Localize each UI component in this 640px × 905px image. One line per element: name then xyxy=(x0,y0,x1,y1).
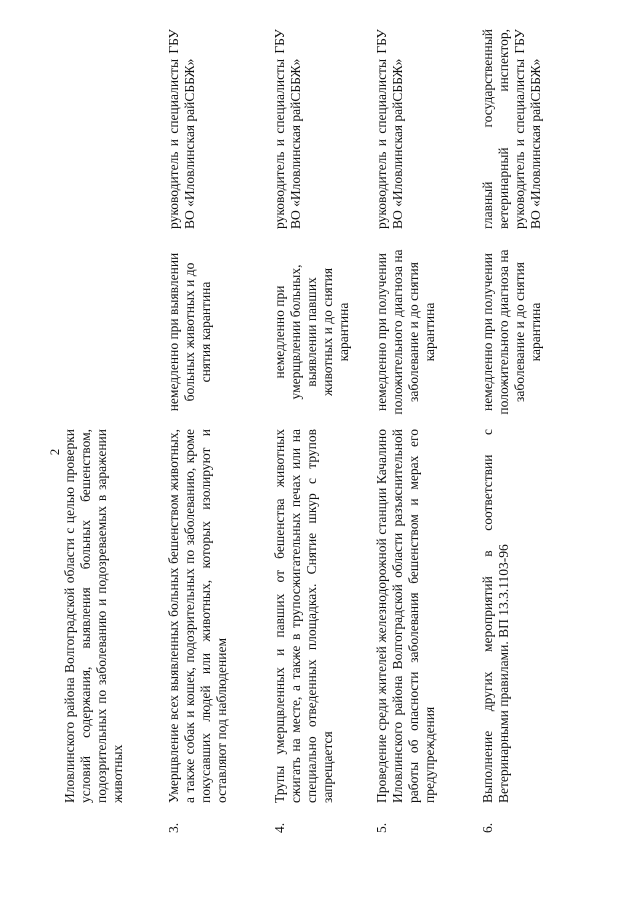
row-number: 5. xyxy=(374,822,389,833)
row-number: 4. xyxy=(272,822,287,833)
row-number: 3. xyxy=(166,822,181,833)
row-number: 6. xyxy=(480,822,495,833)
measure-responsible: главный государственный ветеринарный инспектор, руководитель и специалисты ГБУ ВО «Иловлинская райСББЖ» xyxy=(480,29,543,229)
measure-term: немедленно при получении положительного диагноза на заболевание и до снятия карантина xyxy=(374,249,437,415)
measure-term: немедленно при выявлении больных животных и до снятия карантина xyxy=(166,252,213,412)
measure-responsible: руководитель и специалисты ГБУ ВО «Иловлинская райСББЖ» xyxy=(374,29,405,229)
measure-description: Умерщвление всех выявленных больных бешенством животных, а также собак и кошек, подозрительных по заболеванию, кроме покусавших людей или животных, которых изолируют и оставляют под наблюдением xyxy=(166,429,229,803)
measure-responsible: руководитель и специалисты ГБУ ВО «Иловлинская райСББЖ» xyxy=(166,29,197,229)
measure-description: Трупы умерщвленных и павших от бешенства животных сжигать на месте, а также в трупосжигательных печах или на специально отведенных площадках. Снятие шкур с трупов запрещается xyxy=(272,429,335,803)
continuation-text: Иловлинского района Волгоградской области с целью проверки условий содержания, выявления больных бешенством, подозрительных по заболеванию и подозреваемых в заражении животных xyxy=(62,429,125,803)
measure-description: Проведение среди жителей железнодорожной станции Качалино Иловлинского района Волгоградской области разъяснительной работы об опасности заболевания бешенством и мерах его предупреждения xyxy=(374,429,437,803)
measure-term: немедленно при умерщвлении больных, выявлении павших животных и до снятия карантина xyxy=(272,264,351,400)
measure-description: Выполнение других мероприятий в соответствии с Ветеринарными правилами. ВП 13.3.1103-96 xyxy=(480,429,511,803)
measure-term: немедленно при получении положительного диагноза на заболевание и до снятия карантина xyxy=(480,249,543,415)
measure-responsible: руководитель и специалисты ГБУ ВО «Иловлинская райСББЖ» xyxy=(272,29,303,229)
page-number: 2 xyxy=(47,448,62,456)
